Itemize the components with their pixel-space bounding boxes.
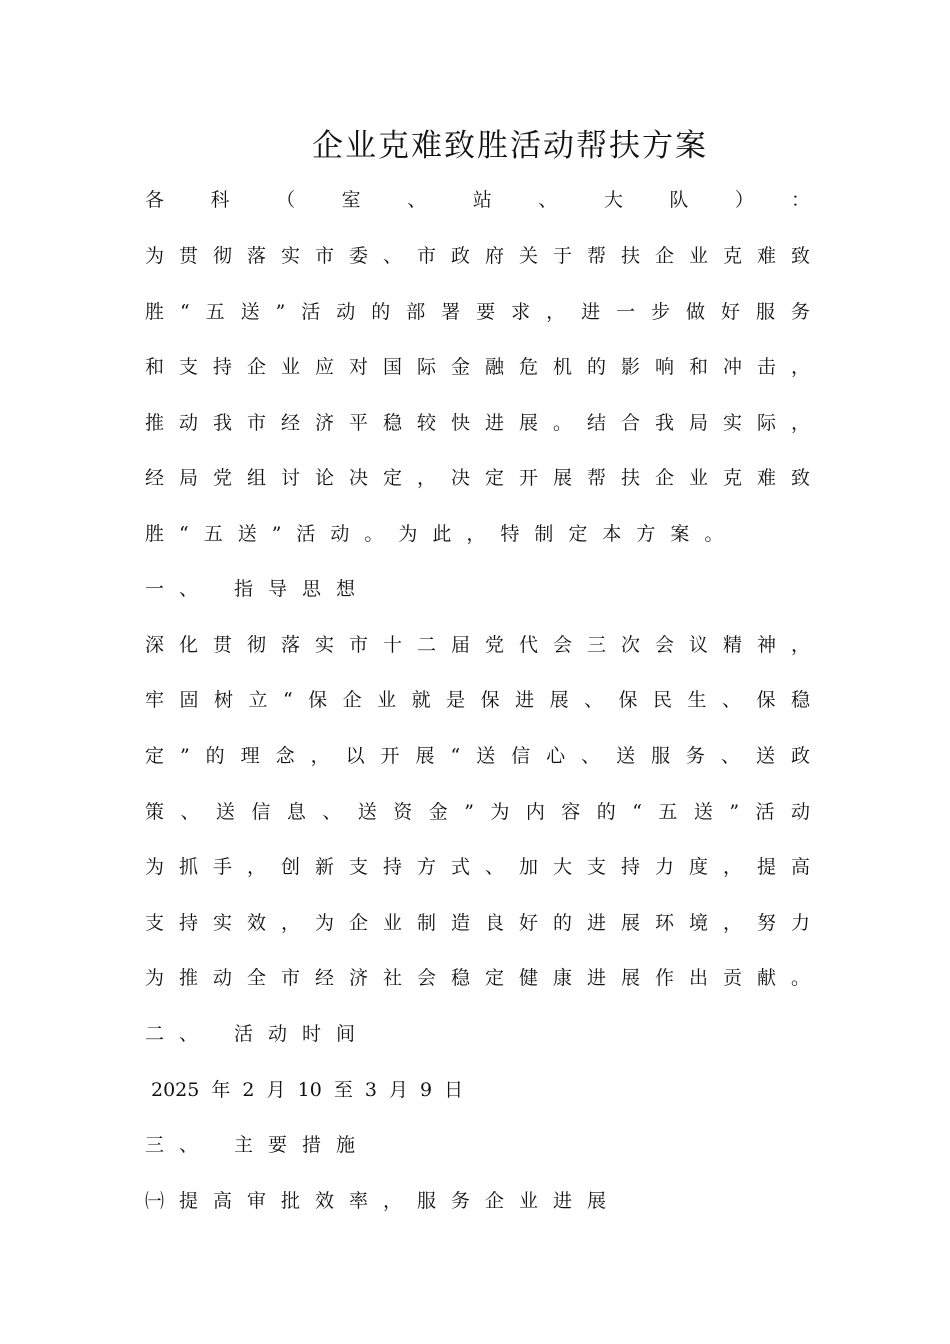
body-line: 为抓手，创新支持方式、加大支持力度，提高 bbox=[145, 856, 810, 878]
section-heading: 三、 主要措施 bbox=[145, 1134, 371, 1156]
body-line: 定”的理念，以开展“送信心、送服务、送政 bbox=[145, 745, 810, 767]
body-line: 牢固树立“保企业就是保进展、保民生、保稳 bbox=[145, 689, 810, 711]
body-line: 策、送信息、送资金”为内容的“五送”活动 bbox=[145, 801, 810, 823]
body-line: 为推动全市经济社会稳定健康进展作出贡献。 bbox=[145, 967, 810, 989]
body-line: 胜“五送”活动。为此，特制定本方案。 bbox=[145, 523, 739, 545]
document-title: 企业克难致胜活动帮扶方案 bbox=[312, 128, 708, 164]
subsection-heading: ㈠提高审批效率，服务企业进展 bbox=[145, 1190, 622, 1212]
activity-date: 2025 年 2 月 10 至 3 月 9 日 bbox=[151, 1079, 464, 1101]
body-line: 支持实效，为企业制造良好的进展环境，努力 bbox=[145, 912, 810, 934]
body-line: 胜“五送”活动的部署要求，进一步做好服务 bbox=[145, 301, 810, 323]
body-line: 推动我市经济平稳较快进展。结合我局实际， bbox=[145, 412, 810, 434]
body-line: 和支持企业应对国际金融危机的影响和冲击， bbox=[145, 356, 810, 378]
salutation-line: 各科（室、站、大队）： bbox=[145, 189, 810, 211]
body-line: 深化贯彻落实市十二届党代会三次会议精神， bbox=[145, 634, 810, 656]
section-heading: 一、 指导思想 bbox=[145, 578, 371, 600]
section-heading: 二、 活动时间 bbox=[145, 1023, 371, 1045]
body-line: 为贯彻落实市委、市政府关于帮扶企业克难致 bbox=[145, 245, 810, 267]
body-line: 经局党组讨论决定，决定开展帮扶企业克难致 bbox=[145, 467, 810, 489]
